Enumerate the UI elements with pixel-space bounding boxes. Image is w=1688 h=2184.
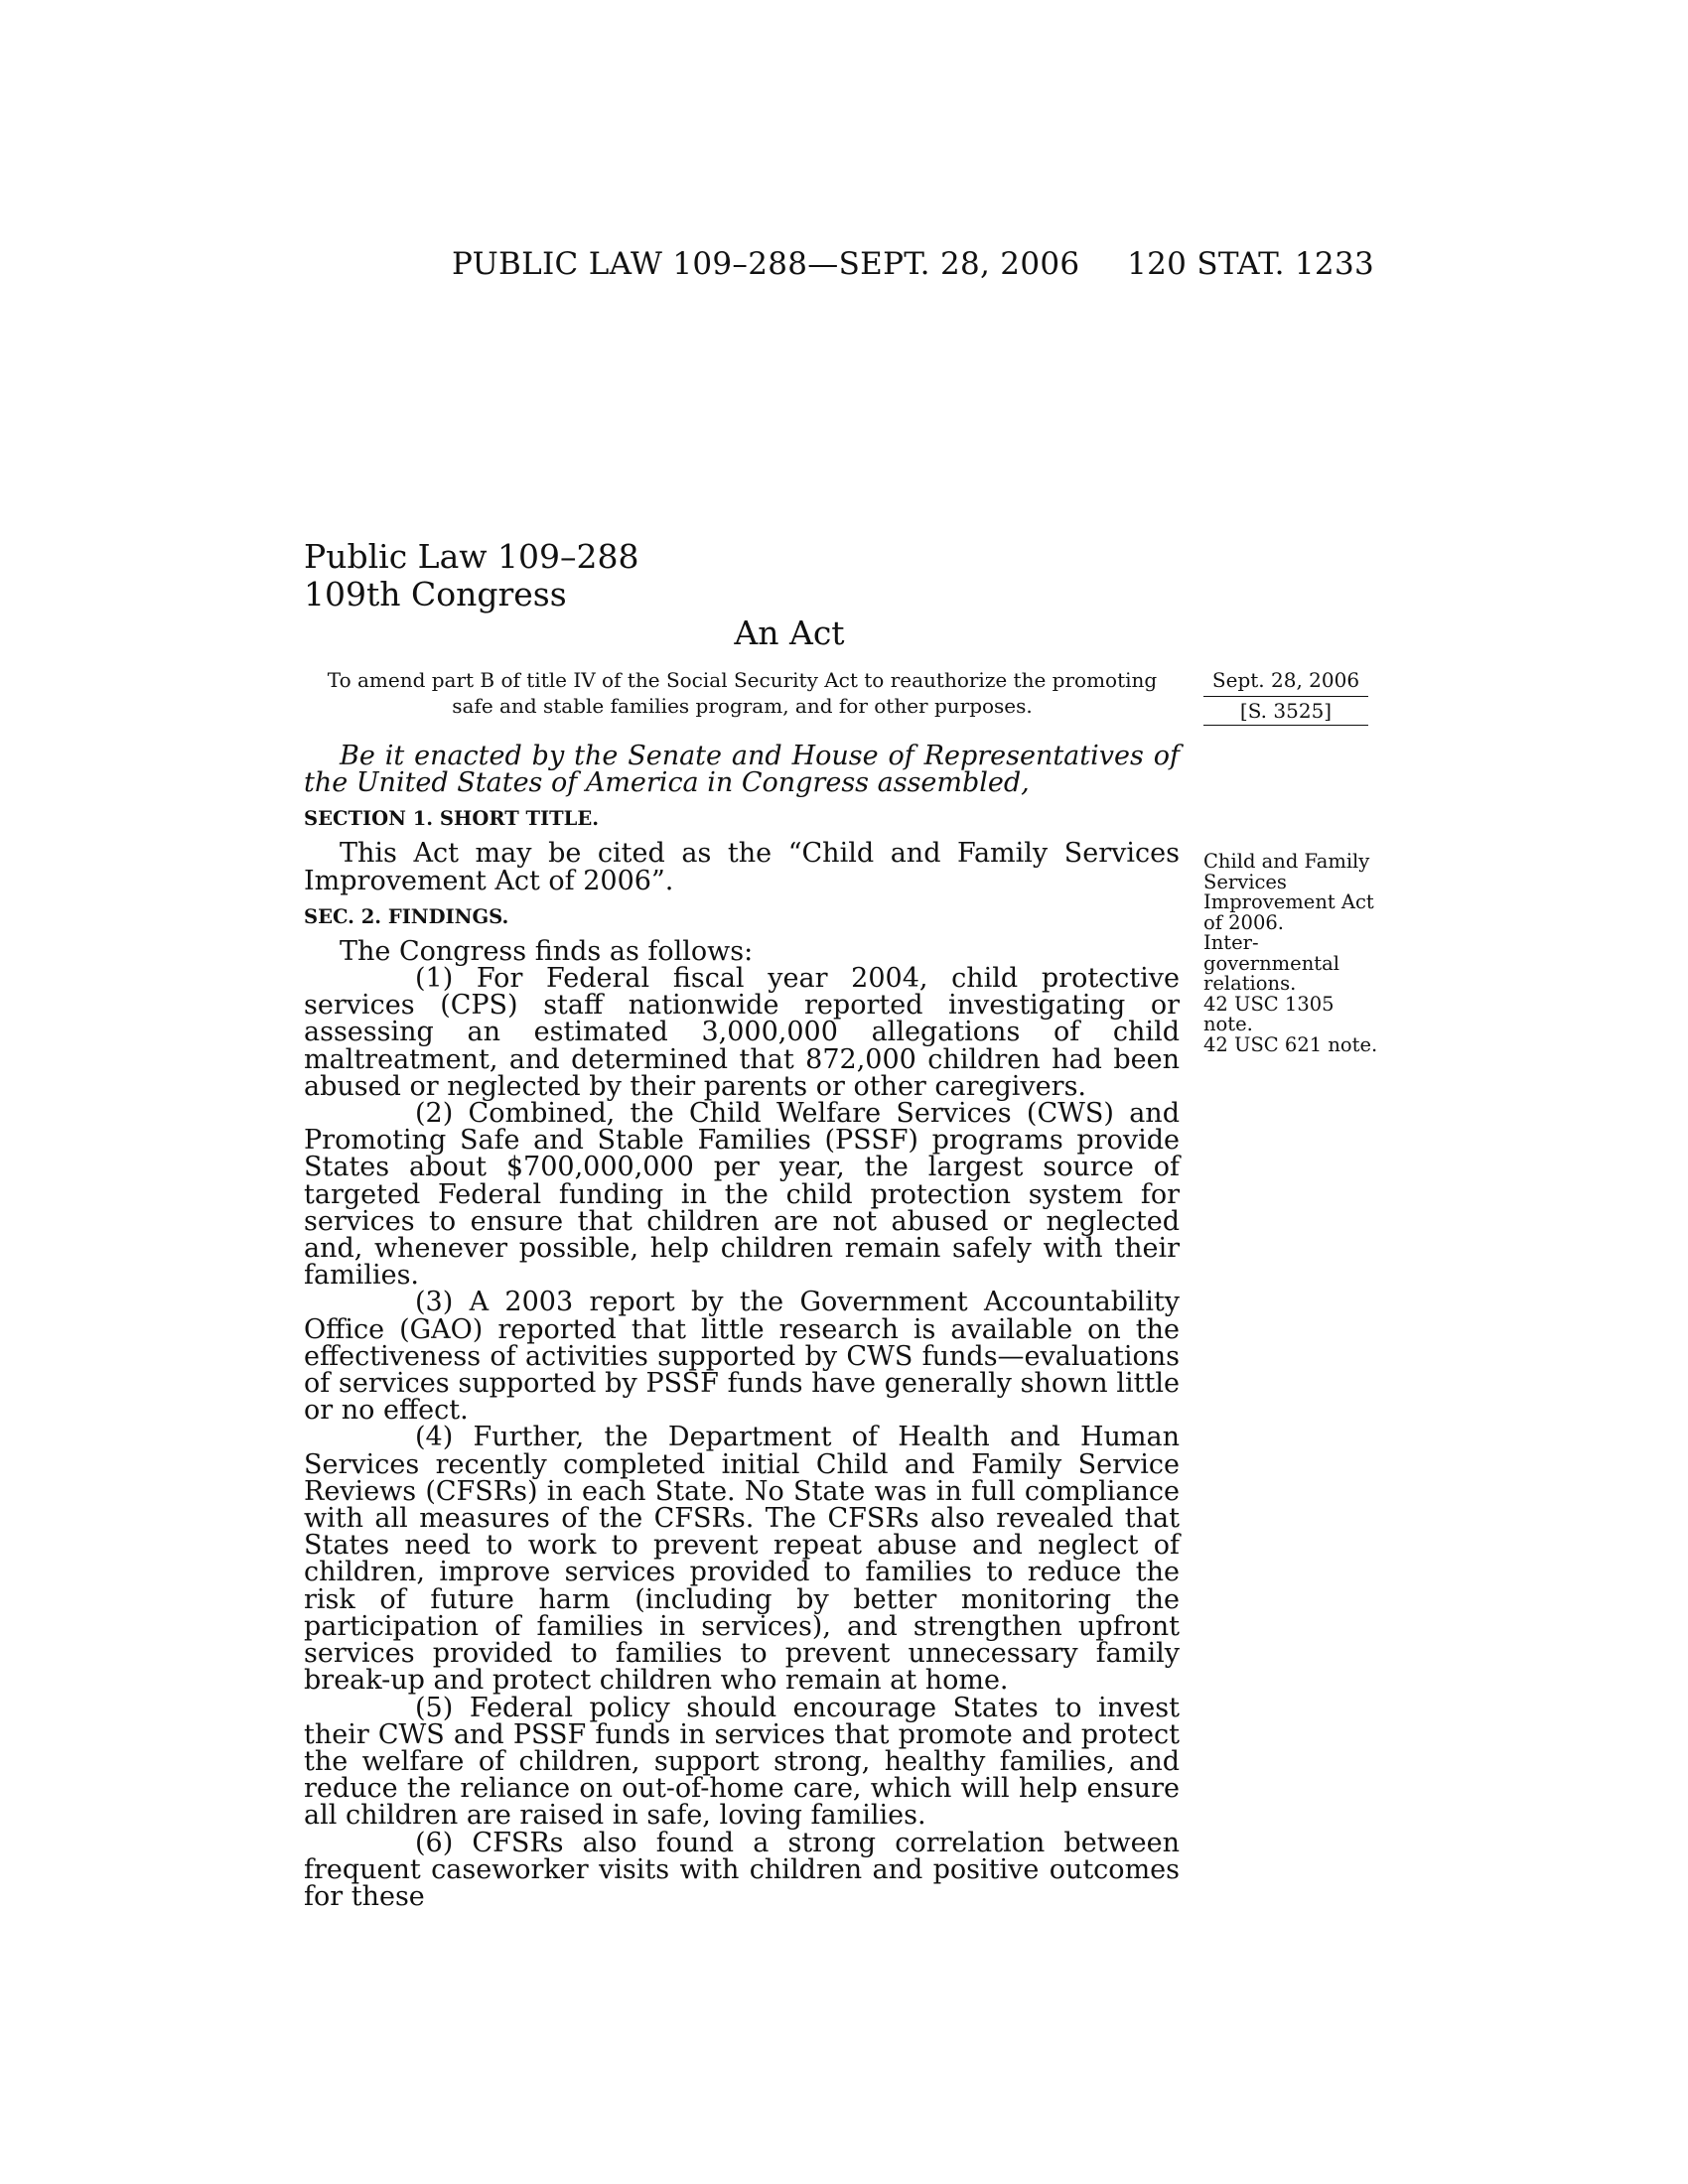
margin-notes <box>1203 852 1382 1055</box>
congress-label: 109th Congress <box>304 575 567 614</box>
section-1-heading: SECTION 1. SHORT TITLE. <box>304 807 600 831</box>
purpose-statement: To amend part B of title IV of the Social Security Act to reauthorize the promoting safe and stable families program, and for other purposes. <box>327 668 1158 718</box>
enacting-clause: Be it enacted by the Senate and House of Representatives of the United States of America in Congress assembled, <box>304 741 1180 799</box>
act-heading: An Act <box>734 614 845 652</box>
finding-6: (6) CFSRs also found a strong correlation between frequent caseworker visits with children and positive outcomes for these <box>304 1827 1180 1912</box>
enactment-date: Sept. 28, 2006 <box>1203 667 1368 697</box>
date-block <box>1203 667 1368 726</box>
finding-3: (3) A 2003 report by the Government Accountability Office (GAO) reported that little research is available on the effectiveness of activities supported by CWS funds—evaluations of services supported by PSSF funds have generally shown little or no effect. <box>304 1287 1180 1427</box>
margin-note-intergovernmental: Inter-governmental relations. <box>1203 931 1339 995</box>
document-body <box>304 743 1180 1910</box>
finding-2: (2) Combined, the Child Welfare Services (CWS) and Promoting Safe and Stable Families (PSSF) programs provide States about $700,000,000 per year, the largest source of targeted Federal funding in the child protection system for services to ensure that children are not abused or neglected and, whenever possible, help children remain safely with their families. <box>304 1098 1180 1292</box>
finding-5: (5) Federal policy should encourage States to invest their CWS and PSSF funds in services that promote and protect the welfare of children, support strong, healthy families, and reduce the reliance on out-of-home care, which will help ensure all children are raised in safe, loving families. <box>304 1692 1180 1832</box>
finding-1: (1) For Federal fiscal year 2004, child protective services (CPS) staff nationwide reported investigating or assessing an estimated 3,000,000 allegations of child maltreatment, and determined that 872,000 children had been abused or neglected by their parents or other caregivers. <box>304 963 1180 1102</box>
finding-4: (4) Further, the Department of Health and Human Services recently completed initial Child and Family Service Reviews (CFSRs) in each State. No State was in full compliance with all measures of the CFSRs. The CFSRs also revealed that States need to work to prevent repeat abuse and neglect of children, improve services provided to families to reduce the risk of future harm (including by better monitoring the participation of families in services), and strengthen upfront services provided to families to prevent unnecessary family break-up and protect children who remain at home. <box>304 1422 1180 1697</box>
running-head-title: PUBLIC LAW 109–288—SEPT. 28, 2006 <box>452 246 1080 282</box>
running-head-page-number: 120 STAT. 1233 <box>1127 246 1374 282</box>
section-1-text: This Act may be cited as the “Child and Family Services Improvement Act of 2006”. <box>304 838 1180 896</box>
law-number: Public Law 109–288 <box>304 537 639 576</box>
margin-note-usc-1305: 42 USC 1305 note. <box>1203 992 1335 1035</box>
bill-number: [S. 3525] <box>1203 697 1368 726</box>
margin-note-usc-621: 42 USC 621 note. <box>1203 1032 1378 1056</box>
section-2-intro: The Congress finds as follows: <box>340 935 754 967</box>
margin-note-short-title: Child and Family Services Improvement Act of 2006. <box>1203 850 1374 934</box>
section-2-heading: SEC. 2. FINDINGS. <box>304 904 509 928</box>
